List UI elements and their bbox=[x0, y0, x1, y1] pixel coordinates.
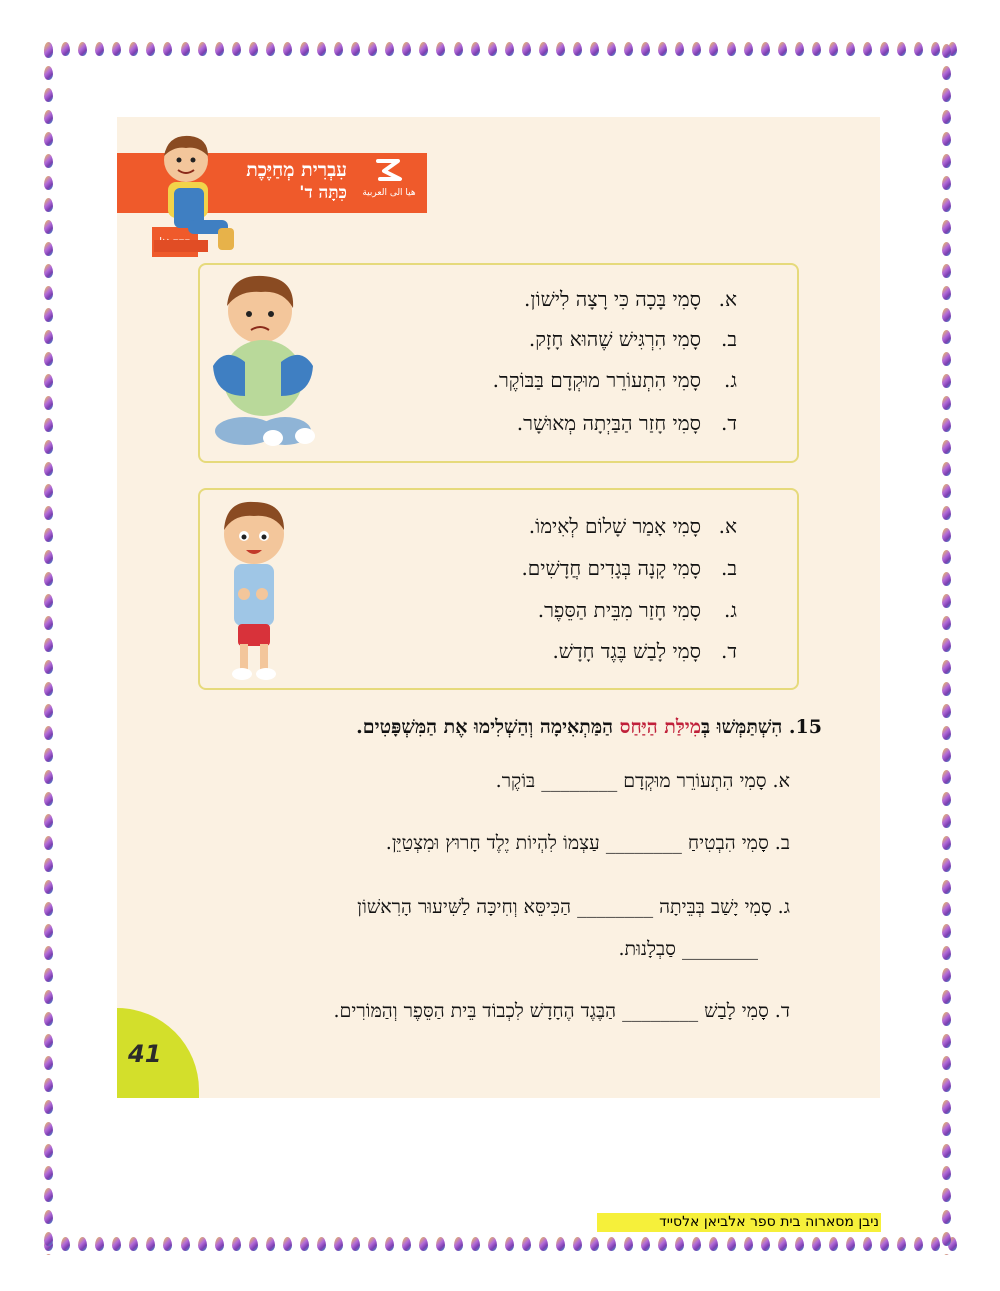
border-bead bbox=[942, 308, 951, 322]
border-bead bbox=[942, 132, 951, 146]
border-bead bbox=[942, 462, 951, 476]
border-bead bbox=[942, 1034, 951, 1048]
border-bead bbox=[880, 1237, 889, 1251]
border-bead bbox=[44, 990, 53, 1004]
border-bead bbox=[556, 1237, 565, 1251]
border-bead bbox=[744, 42, 753, 56]
border-bead bbox=[44, 1078, 53, 1092]
border-bead bbox=[539, 42, 548, 56]
border-bead bbox=[44, 44, 53, 58]
border-bead bbox=[942, 902, 951, 916]
border-bead bbox=[44, 1166, 53, 1180]
page-number: 41 bbox=[128, 1040, 162, 1068]
border-bead bbox=[942, 858, 951, 872]
border-bead bbox=[778, 1237, 787, 1251]
border-bead bbox=[812, 1237, 821, 1251]
border-bead bbox=[942, 880, 951, 894]
border-bead bbox=[778, 42, 787, 56]
border-bead bbox=[44, 616, 53, 630]
sad-boy-pillow-illustration bbox=[205, 266, 323, 451]
border-bead bbox=[44, 814, 53, 828]
border-bead bbox=[942, 528, 951, 542]
border-bead bbox=[317, 42, 326, 56]
border-bead bbox=[863, 1237, 872, 1251]
border-bead bbox=[942, 110, 951, 124]
border-bead bbox=[163, 42, 172, 56]
decorative-border-top bbox=[40, 38, 962, 60]
border-bead bbox=[607, 42, 616, 56]
border-bead bbox=[215, 42, 224, 56]
border-bead bbox=[283, 1237, 292, 1251]
border-bead bbox=[44, 792, 53, 806]
border-bead bbox=[942, 242, 951, 256]
border-bead bbox=[829, 42, 838, 56]
border-bead bbox=[942, 1210, 951, 1224]
border-bead bbox=[914, 42, 923, 56]
border-bead bbox=[146, 42, 155, 56]
border-bead bbox=[44, 88, 53, 102]
border-bead bbox=[897, 1237, 906, 1251]
border-bead bbox=[334, 42, 343, 56]
border-bead bbox=[942, 154, 951, 168]
border-bead bbox=[419, 42, 428, 56]
border-bead bbox=[44, 858, 53, 872]
border-bead bbox=[419, 1237, 428, 1251]
border-bead bbox=[942, 66, 951, 80]
border-bead bbox=[249, 1237, 258, 1251]
question-text-before: הִשְׁתַּמְּשׁוּ בְּ bbox=[700, 716, 783, 738]
border-bead bbox=[351, 42, 360, 56]
question-text-after: הַמַּתְאִימָה וְהַשְׁלִימוּ אֶת הַמִּשְׁפָּטִים. bbox=[356, 716, 620, 738]
border-bead bbox=[471, 1237, 480, 1251]
border-bead bbox=[942, 1100, 951, 1114]
border-bead bbox=[44, 242, 53, 256]
border-bead bbox=[44, 220, 53, 234]
border-bead bbox=[942, 1254, 951, 1255]
border-bead bbox=[709, 42, 718, 56]
border-bead bbox=[812, 42, 821, 56]
border-bead bbox=[942, 1122, 951, 1136]
border-bead bbox=[727, 42, 736, 56]
border-bead bbox=[44, 1034, 53, 1048]
border-bead bbox=[942, 198, 951, 212]
border-bead bbox=[436, 1237, 445, 1251]
border-bead bbox=[44, 132, 53, 146]
border-bead bbox=[641, 42, 650, 56]
border-bead bbox=[44, 1122, 53, 1136]
border-bead bbox=[317, 1237, 326, 1251]
border-bead bbox=[880, 42, 889, 56]
border-bead bbox=[942, 1232, 951, 1246]
box2-option-c[interactable]: ג.סָמִי חָזַר מִבֵּית הַסֵּפֶר. bbox=[537, 598, 737, 622]
border-bead bbox=[44, 748, 53, 762]
border-bead bbox=[658, 1237, 667, 1251]
box2-option-d[interactable]: ד.סָמִי לָבַשׁ בֶּגֶד חָדָשׁ. bbox=[552, 639, 737, 663]
border-bead bbox=[942, 176, 951, 190]
border-bead bbox=[914, 1237, 923, 1251]
border-bead bbox=[846, 1237, 855, 1251]
happy-boy-illustration bbox=[212, 492, 296, 684]
border-bead bbox=[658, 42, 667, 56]
border-bead bbox=[44, 330, 53, 344]
border-bead bbox=[44, 550, 53, 564]
border-bead bbox=[44, 176, 53, 190]
box1-option-a[interactable]: א.סָמִי בָּכָה כִּי רָצָה לִישׁוֹן. bbox=[524, 287, 737, 311]
border-bead bbox=[624, 42, 633, 56]
border-bead bbox=[44, 880, 53, 894]
border-bead bbox=[488, 42, 497, 56]
question-title bbox=[356, 716, 822, 739]
border-bead bbox=[283, 42, 292, 56]
border-bead bbox=[573, 42, 582, 56]
border-bead bbox=[727, 1237, 736, 1251]
border-bead bbox=[44, 704, 53, 718]
border-bead bbox=[44, 1188, 53, 1202]
border-bead bbox=[44, 198, 53, 212]
border-bead bbox=[44, 396, 53, 410]
border-bead bbox=[44, 902, 53, 916]
border-bead bbox=[897, 42, 906, 56]
border-bead bbox=[385, 42, 394, 56]
border-bead bbox=[942, 1056, 951, 1070]
decorative-border-left bbox=[40, 40, 62, 1255]
box1-option-b[interactable]: ב.סָמִי הִרְגִּישׁ שֶׁהוּא חָזָק. bbox=[528, 327, 737, 351]
border-bead bbox=[942, 352, 951, 366]
border-bead bbox=[232, 42, 241, 56]
border-bead bbox=[215, 1237, 224, 1251]
question-line-d[interactable]: ד. סָמִי לָבַשׁ ________ הַבֶּגֶד הֶחָדָשׁ לִכְבוֹד בֵּית הַסֵּפֶר וְהַמּוֹרִים. bbox=[333, 1000, 790, 1022]
border-bead bbox=[942, 616, 951, 630]
border-bead bbox=[505, 42, 514, 56]
border-bead bbox=[44, 286, 53, 300]
border-bead bbox=[95, 1237, 104, 1251]
border-bead bbox=[44, 1012, 53, 1026]
border-bead bbox=[942, 814, 951, 828]
border-bead bbox=[44, 836, 53, 850]
decorative-border-bottom bbox=[40, 1233, 962, 1255]
box2-option-b[interactable]: ב.סָמִי קָנָה בְּגָדִים חֲדָשִׁים. bbox=[521, 556, 737, 580]
border-bead bbox=[795, 42, 804, 56]
question-line-c-cont[interactable]: ________ סַבְלָנוּת. bbox=[618, 938, 758, 960]
border-bead bbox=[44, 638, 53, 652]
border-bead bbox=[385, 1237, 394, 1251]
box1-option-d[interactable]: ד.סָמִי חָזַר הַבַּיְתָה מְאוּשָׁר. bbox=[516, 411, 737, 435]
border-bead bbox=[402, 42, 411, 56]
border-bead bbox=[942, 770, 951, 784]
border-bead bbox=[942, 88, 951, 102]
border-bead bbox=[761, 42, 770, 56]
box2-option-a[interactable]: א.סָמִי אָמַר שָׁלוֹם לְאִימוֹ. bbox=[528, 514, 737, 538]
border-bead bbox=[44, 1210, 53, 1224]
border-bead bbox=[44, 1254, 53, 1255]
border-bead bbox=[44, 308, 53, 322]
border-bead bbox=[692, 1237, 701, 1251]
border-bead bbox=[44, 1232, 53, 1246]
border-bead bbox=[78, 1237, 87, 1251]
border-bead bbox=[846, 42, 855, 56]
border-bead bbox=[942, 44, 951, 58]
border-bead bbox=[590, 42, 599, 56]
border-bead bbox=[942, 374, 951, 388]
border-bead bbox=[368, 42, 377, 56]
border-bead bbox=[44, 660, 53, 674]
border-bead bbox=[44, 726, 53, 740]
border-bead bbox=[129, 42, 138, 56]
border-bead bbox=[942, 1166, 951, 1180]
border-bead bbox=[181, 1237, 190, 1251]
border-bead bbox=[607, 1237, 616, 1251]
border-bead bbox=[436, 42, 445, 56]
border-bead bbox=[300, 42, 309, 56]
border-bead bbox=[942, 792, 951, 806]
border-bead bbox=[488, 1237, 497, 1251]
border-bead bbox=[146, 1237, 155, 1251]
border-bead bbox=[942, 1144, 951, 1158]
border-bead bbox=[454, 1237, 463, 1251]
border-bead bbox=[942, 1078, 951, 1092]
border-bead bbox=[112, 42, 121, 56]
border-bead bbox=[709, 1237, 718, 1251]
border-bead bbox=[942, 726, 951, 740]
border-bead bbox=[942, 550, 951, 564]
question-line-c[interactable]: ג. סָמִי יָשַׁב בְּבֵּיתָה ________ הַכִּיסֵּא וְחִיכָּה לַשִּׁיעוּר הָרִאשׁוֹן bbox=[357, 896, 790, 918]
border-bead bbox=[44, 1144, 53, 1158]
border-bead bbox=[44, 968, 53, 982]
border-bead bbox=[44, 462, 53, 476]
border-bead bbox=[44, 572, 53, 586]
border-bead bbox=[44, 506, 53, 520]
border-bead bbox=[334, 1237, 343, 1251]
border-bead bbox=[641, 1237, 650, 1251]
border-bead bbox=[44, 418, 53, 432]
border-bead bbox=[454, 42, 463, 56]
border-bead bbox=[44, 1056, 53, 1070]
question-number: 15. bbox=[788, 716, 822, 738]
border-bead bbox=[942, 594, 951, 608]
border-bead bbox=[61, 1237, 70, 1251]
border-bead bbox=[266, 1237, 275, 1251]
border-bead bbox=[942, 418, 951, 432]
banner-title: עִבְרִית מְחַיֶּכֶת bbox=[246, 159, 347, 181]
border-bead bbox=[675, 1237, 684, 1251]
border-bead bbox=[744, 1237, 753, 1251]
border-bead bbox=[44, 154, 53, 168]
border-bead bbox=[402, 1237, 411, 1251]
border-bead bbox=[942, 638, 951, 652]
border-bead bbox=[198, 1237, 207, 1251]
border-bead bbox=[181, 42, 190, 56]
question-highlight: מִילַּת הַיַּחַס bbox=[619, 716, 701, 738]
border-bead bbox=[942, 506, 951, 520]
border-bead bbox=[692, 42, 701, 56]
border-bead bbox=[266, 42, 275, 56]
border-bead bbox=[942, 484, 951, 498]
publisher-logo bbox=[359, 157, 419, 209]
question-line-b[interactable]: ב. סָמִי הִבְטִיחַ ________ עַצְמוֹ לִהְיוֹת יֶלֶד חָרוּץ וּמִצְטַיֵּן. bbox=[385, 832, 790, 854]
border-bead bbox=[942, 572, 951, 586]
border-bead bbox=[300, 1237, 309, 1251]
border-bead bbox=[95, 42, 104, 56]
border-bead bbox=[44, 110, 53, 124]
footer-credit: ניבן מסארוה בית ספר אלביאן אלסייד bbox=[597, 1213, 881, 1232]
border-bead bbox=[44, 528, 53, 542]
box1-option-c[interactable]: ג.סָמִי הִתְעוֹרֵר מוּקְדָם בַּבּוֹקֶר. bbox=[492, 368, 737, 392]
border-bead bbox=[942, 660, 951, 674]
border-bead bbox=[44, 594, 53, 608]
border-bead bbox=[44, 682, 53, 696]
border-bead bbox=[590, 1237, 599, 1251]
border-bead bbox=[942, 946, 951, 960]
border-bead bbox=[942, 220, 951, 234]
border-bead bbox=[942, 1012, 951, 1026]
border-bead bbox=[471, 42, 480, 56]
border-bead bbox=[556, 42, 565, 56]
border-bead bbox=[368, 1237, 377, 1251]
border-bead bbox=[505, 1237, 514, 1251]
border-bead bbox=[942, 704, 951, 718]
logo-icon bbox=[359, 157, 419, 188]
border-bead bbox=[522, 42, 531, 56]
border-bead bbox=[44, 440, 53, 454]
banner-subtitle: כִּתָּה ד' bbox=[299, 183, 347, 203]
border-bead bbox=[942, 1188, 951, 1202]
border-bead bbox=[942, 264, 951, 278]
border-bead bbox=[795, 1237, 804, 1251]
border-bead bbox=[112, 1237, 121, 1251]
border-bead bbox=[942, 330, 951, 344]
border-bead bbox=[942, 286, 951, 300]
border-bead bbox=[539, 1237, 548, 1251]
border-bead bbox=[44, 264, 53, 278]
border-bead bbox=[942, 682, 951, 696]
border-bead bbox=[44, 946, 53, 960]
border-bead bbox=[675, 42, 684, 56]
border-bead bbox=[44, 352, 53, 366]
decorative-border-right bbox=[938, 40, 960, 1255]
border-bead bbox=[44, 1100, 53, 1114]
border-bead bbox=[351, 1237, 360, 1251]
border-bead bbox=[163, 1237, 172, 1251]
border-bead bbox=[942, 836, 951, 850]
border-bead bbox=[942, 396, 951, 410]
border-bead bbox=[249, 42, 258, 56]
sitting-boy-illustration bbox=[148, 128, 248, 258]
border-bead bbox=[942, 990, 951, 1004]
border-bead bbox=[44, 770, 53, 784]
border-bead bbox=[942, 968, 951, 982]
border-bead bbox=[44, 924, 53, 938]
border-bead bbox=[78, 42, 87, 56]
logo-text: هيا الى العربية bbox=[362, 188, 416, 198]
border-bead bbox=[129, 1237, 138, 1251]
border-bead bbox=[624, 1237, 633, 1251]
border-bead bbox=[942, 748, 951, 762]
border-bead bbox=[863, 42, 872, 56]
border-bead bbox=[44, 374, 53, 388]
border-bead bbox=[44, 66, 53, 80]
question-line-a[interactable]: א. סָמִי הִתְעוֹרֵר מוּקְדָם ________ בּוֹקֶר. bbox=[495, 770, 790, 792]
border-bead bbox=[942, 440, 951, 454]
border-bead bbox=[829, 1237, 838, 1251]
border-bead bbox=[761, 1237, 770, 1251]
border-bead bbox=[44, 484, 53, 498]
border-bead bbox=[522, 1237, 531, 1251]
border-bead bbox=[573, 1237, 582, 1251]
border-bead bbox=[232, 1237, 241, 1251]
border-bead bbox=[61, 42, 70, 56]
border-bead bbox=[942, 924, 951, 938]
border-bead bbox=[198, 42, 207, 56]
